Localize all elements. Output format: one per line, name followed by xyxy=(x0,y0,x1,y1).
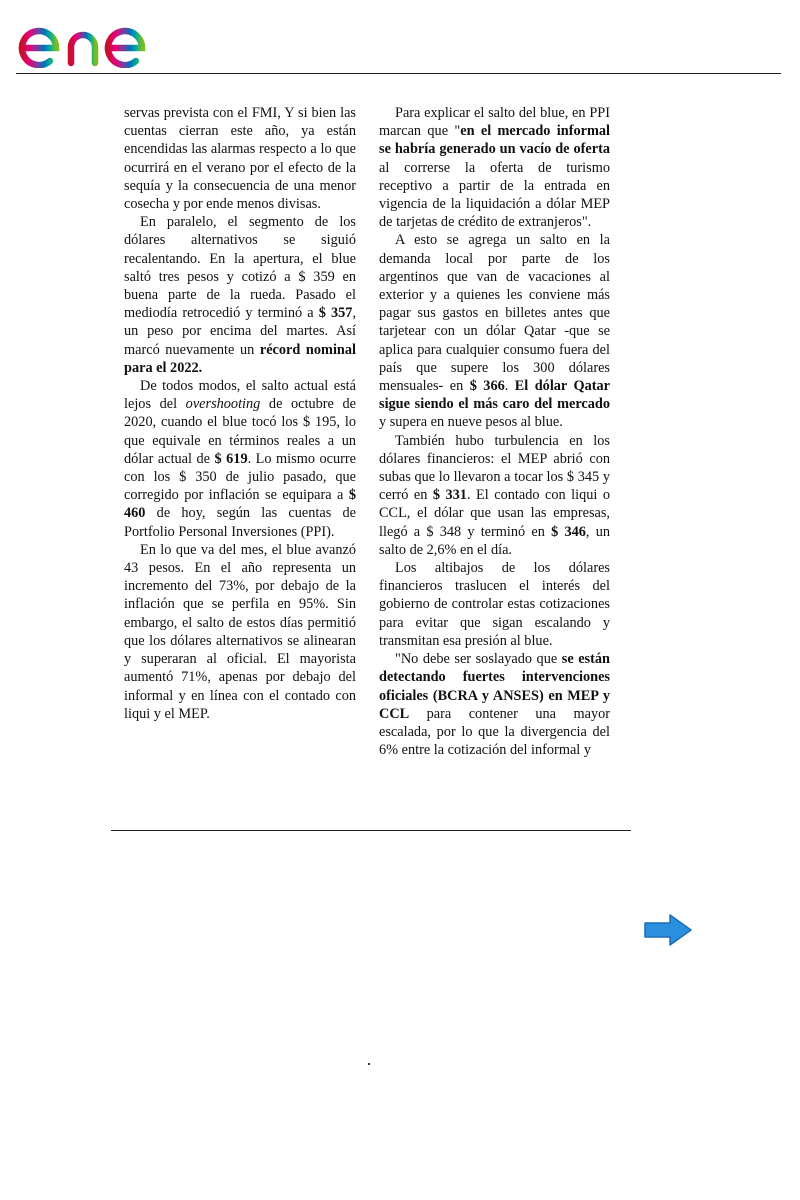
article-paragraph xyxy=(124,213,356,377)
bold-text: $ 357 xyxy=(318,305,353,322)
text-run: y supera en nueve pesos al blue. xyxy=(379,414,563,431)
article-paragraph xyxy=(124,377,356,541)
article-left-column xyxy=(124,104,356,723)
text-run: al correrse la oferta de turismo receptivo a partir de la entrada en vigencia de la liquidación a dólar MEP de tarjetas de crédito de extranjeros". xyxy=(379,159,610,231)
text-run: , un peso por encima del martes. Así marcó nuevamente un xyxy=(124,305,357,358)
article-paragraph xyxy=(124,104,356,213)
bold-text: récord nominal para el 2022. xyxy=(124,341,356,376)
text-run: servas prevista con el FMI, Y si bien las cuentas cierran este año, ya están encendidas las alarmas respecto a lo que ocurrirá en el verano por el efecto de la sequía y la consecuencia de una menor cosecha y por ende menos divisas. xyxy=(124,105,356,213)
text-run: . Lo mismo ocurre con los $ 350 de julio pasado, que corregido por inflación se equipara a xyxy=(124,450,356,504)
text-run: Los altibajos de los dólares financieros traslucen el interés del gobierno de controlar estas cotizaciones para evitar que sigan escalando y transmitan esa presión al blue. xyxy=(379,560,610,649)
article-paragraph xyxy=(379,559,610,650)
article-paragraph xyxy=(124,541,356,723)
text-run: . El contado con liqui o CCL, el dólar que usan las empresas, llegó a $ 348 y terminó en xyxy=(379,487,610,540)
text-run: También hubo turbulencia en los dólares financieros: el MEP abrió con subas que lo llevaron a tocar los $ 345 y cerró en xyxy=(379,432,610,504)
article-right-column xyxy=(379,104,610,759)
text-run: de hoy, según las cuentas de Portfolio Personal Inversiones (PPI). xyxy=(124,505,356,540)
footer-divider xyxy=(111,830,631,831)
text-run: Para explicar el salto del blue, en PPI marcan que " xyxy=(379,105,610,140)
article-paragraph xyxy=(379,650,610,759)
text-run: De todos modos, el salto actual está lejos del xyxy=(124,378,356,413)
bold-text: $ 346 xyxy=(551,523,586,540)
bold-text: se están detectando fuertes intervenciones oficiales (BCRA y ANSES) en MEP y CCL xyxy=(379,651,610,722)
bold-text: $ 366 xyxy=(469,378,505,395)
enel-logo xyxy=(16,16,172,68)
header-divider xyxy=(16,73,781,74)
article-paragraph xyxy=(379,231,610,431)
text-run: . xyxy=(504,378,515,395)
article-paragraph xyxy=(379,432,610,559)
bold-text: El dólar Qatar sigue siendo el más caro del mercado xyxy=(379,378,610,413)
italic-text: overshooting xyxy=(185,396,261,413)
bold-text: en el mercado informal se habría generado un vacío de oferta xyxy=(379,123,611,158)
text-run: para contener una mayor escalada, por lo que la divergencia del 6% entre la cotización del informal y xyxy=(379,705,610,759)
right-arrow-icon[interactable] xyxy=(642,912,694,948)
article-paragraph xyxy=(379,104,610,231)
text-run: En paralelo, el segmento de los dólares alternativos se siguió recalentando. En la apertura, el blue saltó tres pesos y cotizó a $ 359 en buena parte de la rueda. Pasado el mediodía retrocedió y terminó a xyxy=(124,214,356,322)
text-run: A esto se agrega un salto en la demanda local por parte de los argentinos que van de vacaciones al exterior y a quienes les conviene más pagar sus gastos en billetes antes que tarjetear con un dólar Qatar -que se aplica para cualquier consumo fuera del país que supere los 300 dólares mensuales- en xyxy=(379,232,610,395)
text-run: En lo que va del mes, el blue avanzó 43 pesos. En el año representa un incremento del 73%, por debajo de la inflación que se perfila en 95%. Sin embargo, el salto de estos días permitió que los dólares alternativos se alinearan y superaran al oficial. El mayorista aumentó 71%, apenas por debajo del informal y en línea con el contado con liqui y el MEP. xyxy=(124,541,356,722)
stray-dot xyxy=(368,1063,370,1065)
bold-text: $ 619 xyxy=(214,450,248,467)
text-run: , un salto de 2,6% en el día. xyxy=(379,523,610,558)
text-run: "No debe ser soslayado que xyxy=(395,651,562,668)
bold-text: $ 460 xyxy=(124,487,356,522)
bold-text: $ 331 xyxy=(432,487,467,504)
text-run: de octubre de 2020, cuando el blue tocó los $ 195, lo que equivale en términos reales a un dólar actual de xyxy=(124,396,356,467)
